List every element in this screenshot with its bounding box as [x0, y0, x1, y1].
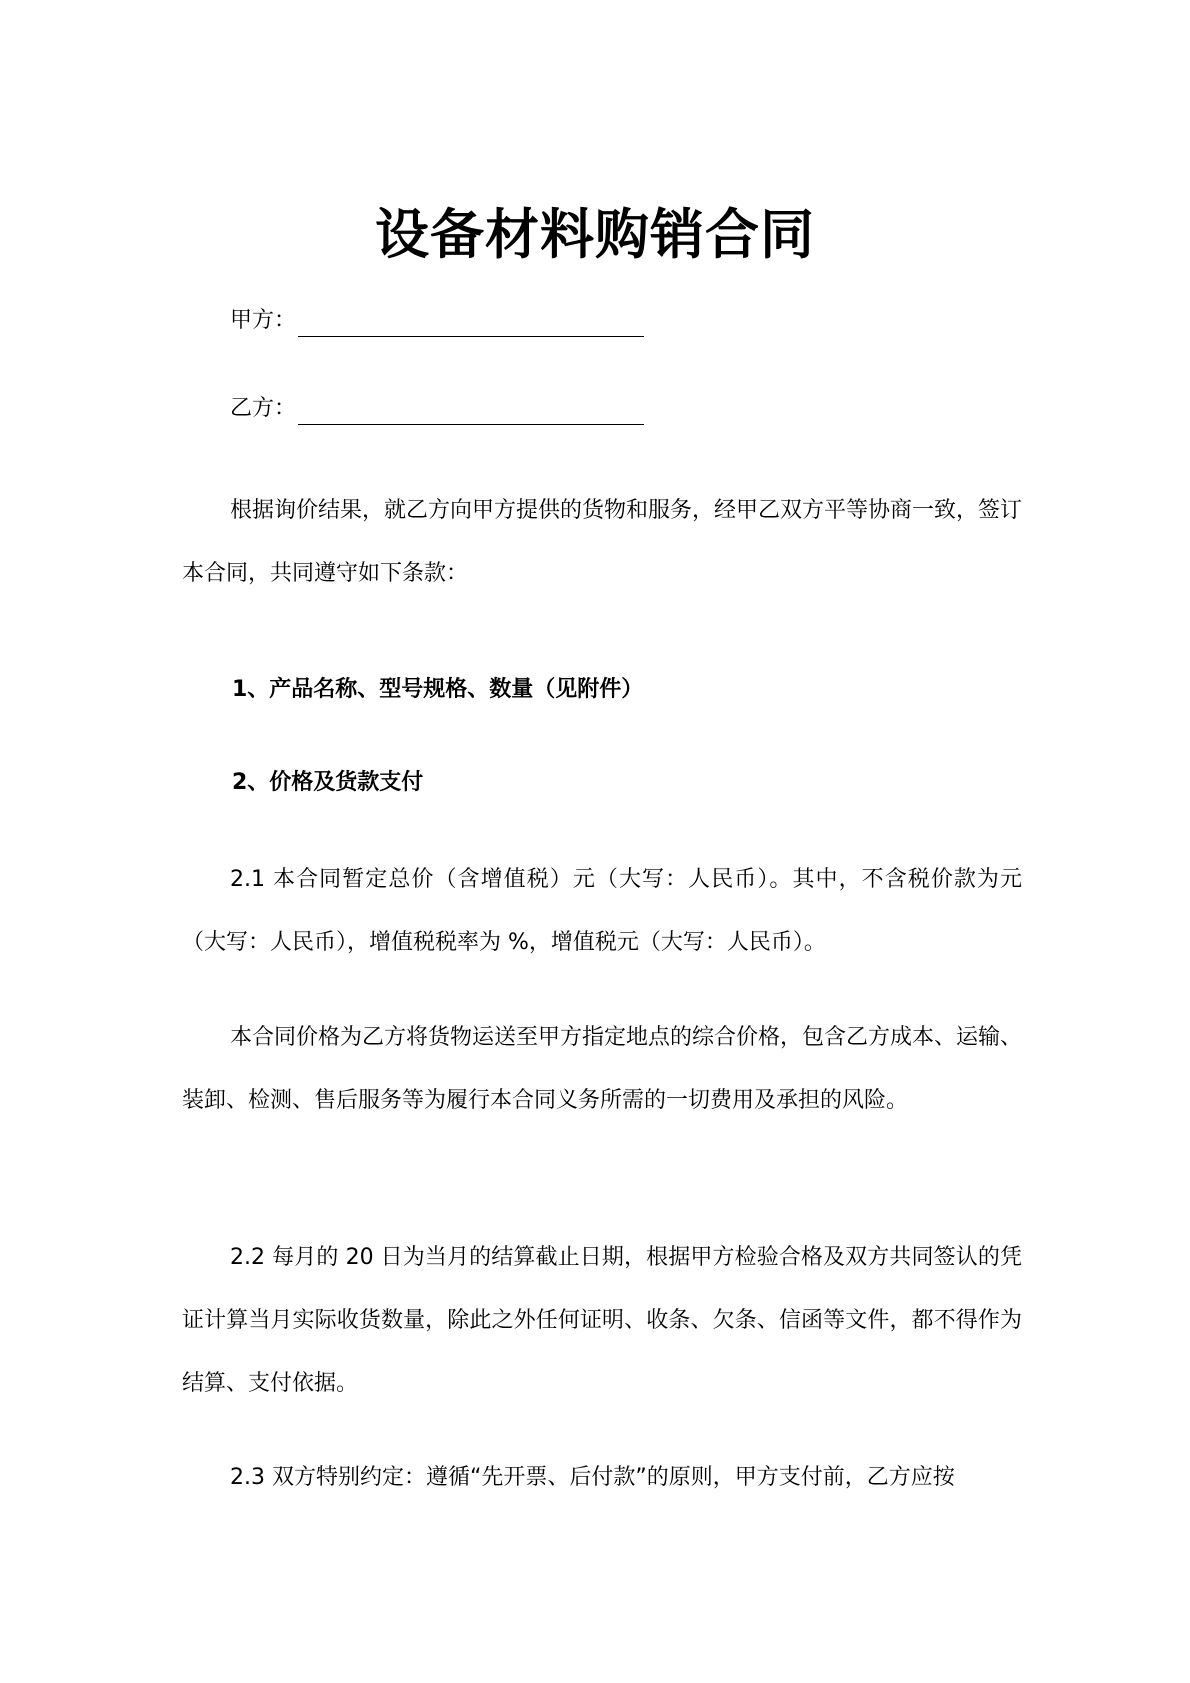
- party-b-blank: [298, 398, 644, 425]
- party-b-line: [230, 393, 644, 425]
- party-b-label: 乙方：: [230, 396, 297, 421]
- party-a-line: [230, 305, 644, 337]
- clause-2-3: 2.3 双方特别约定：遵循“先开票、后付款”的原则，甲方支付前，乙方应按: [230, 1465, 955, 1490]
- clause-price-scope: 本合同价格为乙方将货物运送至甲方指定地点的综合价格，包含乙方成本、运输、装卸、检测、售后服务等为履行本合同义务所需的一切费用及承担的风险。: [182, 1025, 1023, 1113]
- party-a-blank: [298, 310, 644, 337]
- section-1-heading: 1、产品名称、型号规格、数量（见附件）: [232, 677, 644, 702]
- intro-paragraph: 根据询价结果，就乙方向甲方提供的货物和服务，经甲乙双方平等协商一致，签订本合同，共同遵守如下条款：: [182, 498, 1023, 586]
- clause-2-2: 2.2 每月的 20 日为当月的结算截止日期，根据甲方检验合格及双方共同签认的凭证计算当月实际收货数量，除此之外任何证明、收条、欠条、信函等文件，都不得作为结算、支付依据。: [182, 1245, 1022, 1396]
- page-title: 设备材料购销合同: [375, 203, 815, 266]
- clause-2-1: 2.1 本合同暂定总价（含增值税）元（大写：人民币）。其中，不含税价款为元（大写：人民币），增值税税率为 %，增值税元（大写：人民币）。: [182, 867, 1022, 955]
- section-2-heading: 2、价格及货款支付: [232, 770, 424, 795]
- party-a-label: 甲方：: [230, 308, 297, 333]
